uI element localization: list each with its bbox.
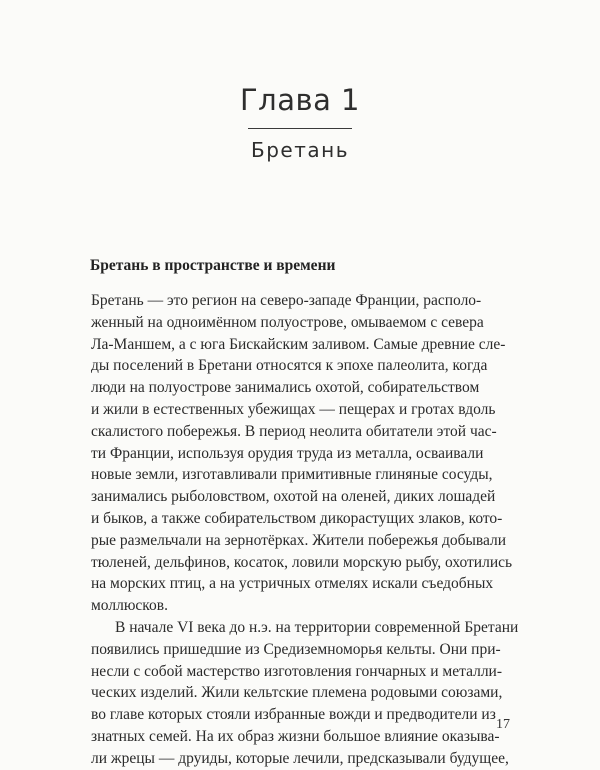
page-number: 17 <box>496 717 510 732</box>
text-line: во главе которых стояли избранные вожди и предводители из <box>91 706 496 724</box>
text-line: Бретань — это регион на северо-западе Франции, располо- <box>91 292 482 309</box>
text-line: новые земли, изготавливали примитивные глиняные сосуды, <box>91 466 493 484</box>
section-heading: Бретань в пространстве и времени <box>90 257 336 274</box>
chapter-title: Глава 1 <box>239 83 361 117</box>
text-line: и быков, а также собирательством дикорастущих злаков, кото- <box>91 509 503 527</box>
text-line: скалистого побережья. В период неолита обитатели этой час- <box>91 422 497 440</box>
text-line: ды поселений в Бретани относятся к эпохе палеолита, когда <box>91 357 488 375</box>
chapter-divider <box>248 128 352 129</box>
text-line: на морских птиц, а на устричных отмелях искали съедобных <box>91 575 494 593</box>
body-text <box>91 290 519 770</box>
text-line: ли жрецы — друиды, которые лечили, предсказывали будущее, <box>91 749 509 767</box>
text-line: знатных семей. На их образ жизни большое влияние оказыва- <box>91 727 500 745</box>
text-line: моллюсков. <box>91 597 168 615</box>
paragraph-first-line: В начале VI века до н.э. на территории современной Бретани <box>115 618 519 636</box>
text-line: ческих изделий. Жили кельтские племена родовыми союзами, <box>91 684 503 702</box>
text-line: рые размельчали на зернотёрках. Жители побережья добывали <box>91 531 507 549</box>
text-line: тюленей, дельфинов, косаток, ловили морскую рыбу, охотились <box>91 553 513 571</box>
text-line: Ла-Маншем, а с юга Бискайским заливом. Самые древние сле- <box>91 335 506 353</box>
chapter-subtitle: Бретань <box>251 138 349 162</box>
text-line: женный на одноимённом полуострове, омываемом с севера <box>91 313 484 331</box>
text-line: ти Франции, используя орудия труда из металла, осваивали <box>91 444 484 462</box>
text-line: занимались рыболовством, охотой на оленей, диких лошадей <box>91 488 496 506</box>
text-line: появились пришедшие из Средиземноморья кельты. Они при- <box>91 640 501 658</box>
text-line: люди на полуострове занимались охотой, собирательством <box>91 379 480 397</box>
text-line: и жили в естественных убежищах — пещерах и гротах вдоль <box>91 400 496 418</box>
text-line: несли с собой мастерство изготовления гончарных и металли- <box>91 662 503 680</box>
